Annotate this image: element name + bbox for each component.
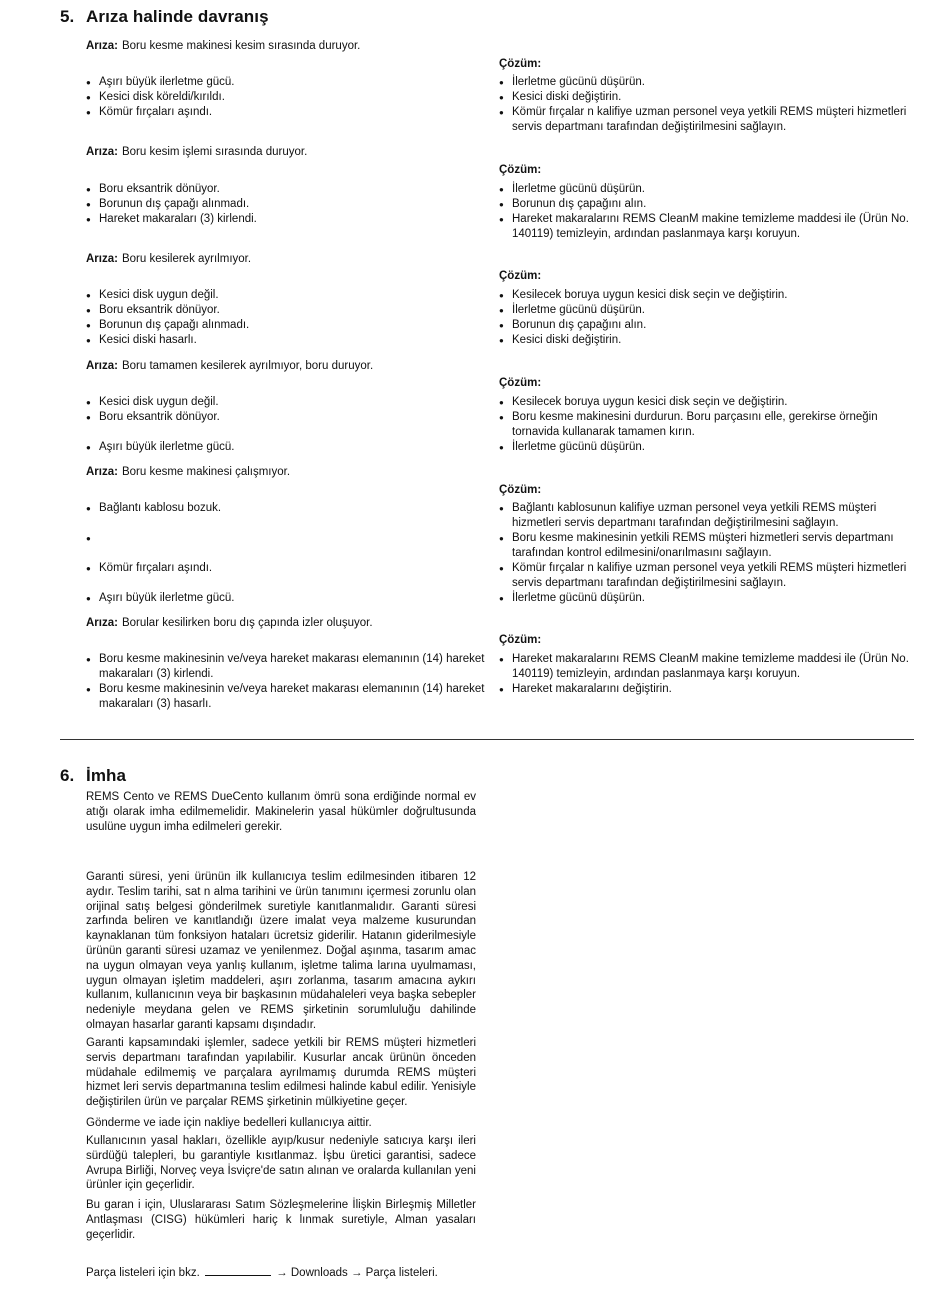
solution-title: Çözüm: <box>499 270 542 282</box>
cause-item: ● Boru eksantrik dönüyor. <box>86 303 490 318</box>
blank-link-field <box>205 1264 271 1276</box>
solution-item: ● Bağlantı kablosunun kalifiye uzman personel veya yetkili REMS müşteri hizmetleri servis departmanı tarafından değiştirilmesini sağlayın. <box>499 501 913 531</box>
fault-text: Boru tamamen kesilerek ayrılmıyor, boru duruyor. <box>121 360 374 372</box>
cause-item: ● Hareket makaraları (3) kirlendi. <box>86 212 490 227</box>
solution-title: Çözüm: <box>499 634 542 646</box>
cause-item: ● Aşırı büyük ilerletme gücü. <box>86 591 490 606</box>
cause-item: ● Aşırı büyük ilerletme gücü. <box>86 75 490 90</box>
parts-list-reference <box>86 1264 438 1281</box>
parts-prefix: Parça listeleri için bkz. <box>86 1267 200 1279</box>
parts-suffix: → Downloads → Parça listeleri. <box>276 1267 438 1279</box>
solution-item: ● Boru kesme makinesinin yetkili REMS müşteri hizmetleri servis departmanı tarafından kontrol edilmesini/onarılmasını sağlayın. <box>499 531 913 561</box>
solution-title: Çözüm: <box>499 58 542 70</box>
cause-item: ● Kömür fırçaları aşındı. <box>86 105 490 120</box>
solution-item: ● Hareket makaralarını değiştirin. <box>499 682 913 697</box>
fault-label: Arıza: <box>86 146 118 158</box>
section-divider <box>60 739 914 740</box>
warranty-paragraph: Garanti kapsamındaki işlemler, sadece yetkili bir REMS müşteri hizmetleri servis departmanı tarafından yapılabilir. Kusurlar ancak ürünün önceden müdahale edilmemiş ve parçalara ayrılmamış durumda REMS müşteri hizmet leri servis departmanına teslim edilmesi halinde kabul edilir. Yenisiyle değiştirilen ürün ve parçalar REMS şirketinin mülkiyetine geçer. <box>86 1037 476 1109</box>
solution-item: ● Kesici diski değiştirin. <box>499 333 913 348</box>
section-5-number: 5. <box>60 7 75 26</box>
fault-6 <box>86 616 373 631</box>
solution-item: ● Borunun dış çapağını alın. <box>499 318 913 333</box>
solution-item: ● Hareket makaralarını REMS CleanM makine temizleme maddesi ile (Ürün No. 140119) temizleyin, ardından paslanmaya karşı koruyun. <box>499 652 913 682</box>
solution-item: ● İlerletme gücünü düşürün. <box>499 182 913 197</box>
cause-item: ● Borunun dış çapağı alınmadı. <box>86 318 490 333</box>
cause-item: ● Borunun dış çapağı alınmadı. <box>86 197 490 212</box>
solution-title: Çözüm: <box>499 377 542 389</box>
solution-item: ● Kesilecek boruya uygun kesici disk seçin ve değiştirin. <box>499 395 913 410</box>
fault-text: Borular kesilirken boru dış çapında izler oluşuyor. <box>121 617 373 629</box>
fault-text: Boru kesilerek ayrılmıyor. <box>121 253 252 265</box>
solution-item: ● İlerletme gücünü düşürün. <box>499 303 913 318</box>
cause-item: ● Boru kesme makinesinin ve/veya hareket makarası elemanının (14) hareket makaraları (3) kirlendi. <box>86 652 490 682</box>
warranty-paragraph: Bu garan i için, Uluslararası Satım Sözleşmelerine İlişkin Birleşmiş Milletler Antlaşması (CISG) hükümleri hariç k lınmak suretiyle, Alman yasaları geçerlidir. <box>86 1199 476 1241</box>
fault-4 <box>86 359 373 374</box>
cause-item: ● Kesici diski hasarlı. <box>86 333 490 348</box>
solution-item: ● Kesici diski değiştirin. <box>499 90 913 105</box>
section-5-heading <box>60 7 269 27</box>
warranty-paragraph: Kullanıcının yasal hakları, özellikle ayıp/kusur nedeniyle satıcıya karşı ileri sürdüğü talepleri, bu garantiyle kısıtlanmaz. İşbu üretici garantisi, sadece Avrupa Birliği, Norveç veya İsviçre'de satın alınan ve oralarda kullanılan yeni ürünler için geçerlidir. <box>86 1135 476 1192</box>
cause-item: ● Bağlantı kablosu bozuk. <box>86 501 490 516</box>
fault-text: Boru kesme makinesi çalışmıyor. <box>121 466 291 478</box>
solution-title: Çözüm: <box>499 484 542 496</box>
solution-item: ● Borunun dış çapağını alın. <box>499 197 913 212</box>
solution-item: ● Hareket makaralarını REMS CleanM makine temizleme maddesi ile (Ürün No. 140119) temizleyin, ardından paslanmaya karşı koruyun. <box>499 212 913 242</box>
section-5-title: Arıza halinde davranış <box>86 7 269 26</box>
fault-5 <box>86 465 290 480</box>
fault-2 <box>86 145 307 160</box>
solution-item: ● Kömür fırçalar n kalifiye uzman personel veya yetkili REMS müşteri hizmetleri servis departmanı tarafından değiştirilmesini sağlayın. <box>499 561 913 591</box>
warranty-paragraph: Garanti süresi, yeni ürünün ilk kullanıcıya teslim edilmesinden itibaren 12 aydır. Teslim tarihi, sat n alma tarihini ve ürün tanımını içermesi zorunlu olan orijinal satış belgesi gönderilmek suretiyle kanıtlanmalıdır. Garanti süresi zarfında beliren ve kanıtlandığı üzere imalat veya malzeme kusurundan kaynaklanan tüm fonksiyon hataları ücretsiz giderilir. Hatanın giderilmesiyle ürünün garanti süresi uzamaz ve yenilenmez. Doğal aşınma, tasarım amac na uygun olmayan veya yanlış kullanım, işletme talima larına uyulmaması, uygun olmayan işletim maddeleri, aşırı zorlanma, tasarım amacına aykırı kullanım, kullanıcının veya bir başkasının müdahaleleri veya başka sebepler nedeniyle meydana gelen ve REMS şirketinin sorumluluğu dahilinde olmayan hasarlar garanti kapsamı dışındadır. <box>86 871 476 1031</box>
disposal-paragraph: REMS Cento ve REMS DueCento kullanım ömrü sona erdiğinde normal ev atığı olarak imha edilmemelidir. Makinelerin yasal hükümler doğrultusunda usulüne uygun imha edilmeleri gerekir. <box>86 791 476 833</box>
cause-item: ● Kömür fırçaları aşındı. <box>86 561 490 576</box>
cause-item: ● Aşırı büyük ilerletme gücü. <box>86 440 490 455</box>
cause-item: ● Kesici disk uygun değil. <box>86 288 490 303</box>
cause-item: ● Kesici disk köreldi/kırıldı. <box>86 90 490 105</box>
fault-label: Arıza: <box>86 466 118 478</box>
cause-item: ● Boru kesme makinesinin ve/veya hareket makarası elemanının (14) hareket makaraları (3) hasarlı. <box>86 682 490 712</box>
fault-label: Arıza: <box>86 253 118 265</box>
fault-label: Arıza: <box>86 360 118 372</box>
solution-item: ● Kesilecek boruya uygun kesici disk seçin ve değiştirin. <box>499 288 913 303</box>
fault-label: Arıza: <box>86 617 118 629</box>
cause-item: ● Boru eksantrik dönüyor. <box>86 182 490 197</box>
fault-text: Boru kesme makinesi kesim sırasında duruyor. <box>121 40 361 52</box>
section-6-heading <box>60 766 126 786</box>
solution-item: ● İlerletme gücünü düşürün. <box>499 75 913 90</box>
solution-item: ● İlerletme gücünü düşürün. <box>499 591 913 606</box>
section-6-number: 6. <box>60 766 75 785</box>
fault-3 <box>86 252 251 267</box>
solution-title: Çözüm: <box>499 164 542 176</box>
warranty-paragraph: Gönderme ve iade için nakliye bedelleri kullanıcıya aittir. <box>86 1117 372 1129</box>
solution-item: ● İlerletme gücünü düşürün. <box>499 440 913 455</box>
section-6-title: İmha <box>86 766 127 785</box>
cause-item: ● Boru eksantrik dönüyor. <box>86 410 490 425</box>
solution-item: ● Kömür fırçalar n kalifiye uzman personel veya yetkili REMS müşteri hizmetleri servis departmanı tarafından değiştirilmesini sağlayın. <box>499 105 913 135</box>
fault-label: Arıza: <box>86 40 118 52</box>
cause-item: ● Kesici disk uygun değil. <box>86 395 490 410</box>
fault-text: Boru kesim işlemi sırasında duruyor. <box>121 146 308 158</box>
fault-1 <box>86 39 360 54</box>
solution-item: ● Boru kesme makinesini durdurun. Boru parçasını elle, gerekirse örneğin tornavida kullanarak tamamen kırın. <box>499 410 913 440</box>
